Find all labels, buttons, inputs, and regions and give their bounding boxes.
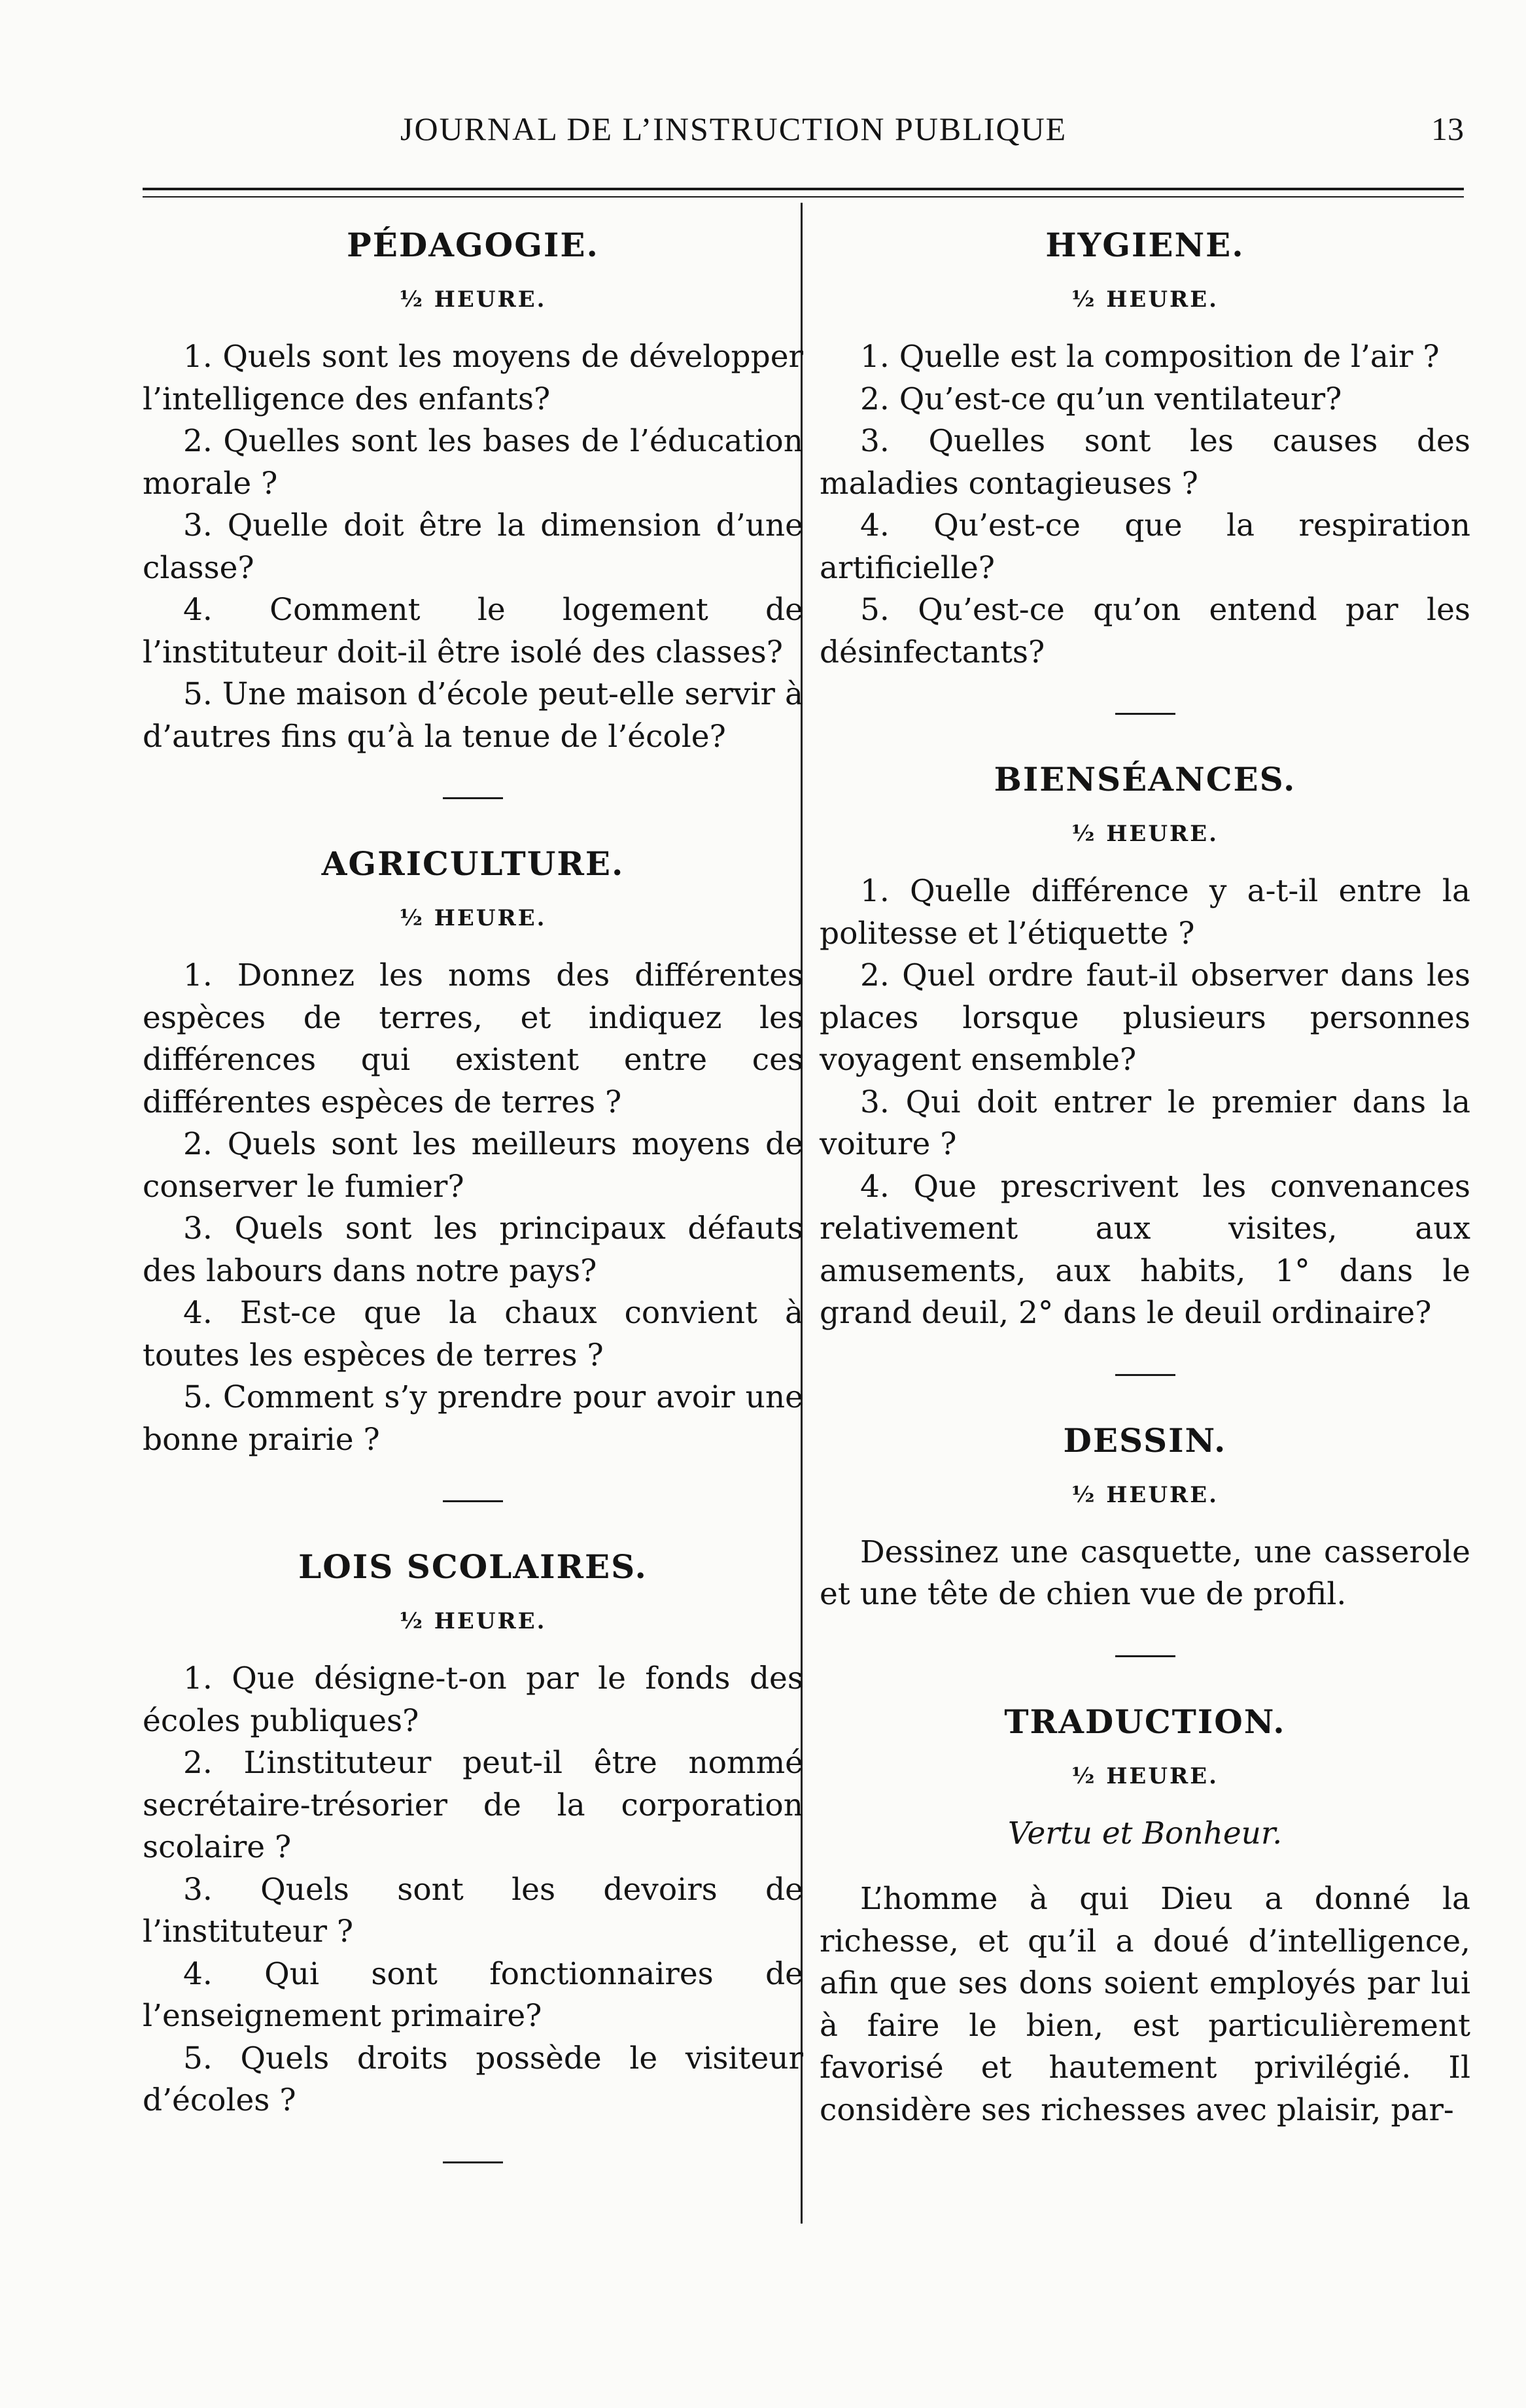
section-separator (443, 2161, 503, 2163)
question-list (143, 955, 803, 1461)
question-item: 3. Quels sont les devoirs de l’instituteur ? (143, 1871, 803, 1950)
question-item: 5. Quels droits possède le visiteur d’écoles ? (143, 2040, 803, 2118)
section-separator (1115, 713, 1175, 715)
page-header (0, 0, 1526, 190)
duration-label: ½ HEURE. (1071, 821, 1219, 847)
question-item: 5. Comment s’y prendre pour avoir une bonne prairie ? (143, 1379, 803, 1458)
question-item: 4. Qu’est-ce que la respiration artificielle? (820, 507, 1470, 586)
question-item: 2. Quelles sont les bases de l’éducation morale ? (143, 423, 803, 502)
question-item: 3. Qui doit entrer le premier dans la voiture ? (820, 1084, 1470, 1162)
section-traduction (820, 1699, 1470, 2132)
duration-label: ½ HEURE. (399, 286, 547, 313)
duration-label: ½ HEURE. (399, 905, 547, 931)
page-number: 13 (1431, 111, 1464, 147)
question-item: 3. Quels sont les principaux défauts des labours dans notre pays? (143, 1211, 803, 1289)
section-separator (1115, 1655, 1175, 1657)
question-item: 5. Qu’est-ce qu’on entend par les désinfectants? (820, 592, 1470, 670)
section-separator (443, 1500, 503, 1502)
duration-label: ½ HEURE. (1071, 1763, 1219, 1789)
section-agriculture (143, 841, 803, 1461)
section-bienseances (820, 757, 1470, 1335)
section-title: DESSIN. (1063, 1420, 1227, 1460)
question-item: 2. Quel ordre faut-il observer dans les places lorsque plusieurs personnes voyagent ensemble? (820, 957, 1470, 1078)
traduction-subtitle: Vertu et Bonheur. (1007, 1815, 1283, 1851)
section-title: AGRICULTURE. (321, 844, 625, 883)
question-item: 4. Est-ce que la chaux convient à toutes les espèces de terres ? (143, 1295, 803, 1373)
section-title: TRADUCTION. (1004, 1702, 1286, 1741)
question-item: 3. Quelle doit être la dimension d’une classe? (143, 507, 803, 586)
question-item: 5. Une maison d’école peut-elle servir à d’autres fins qu’à la tenue de l’école? (143, 676, 803, 755)
header-rule-thin (143, 196, 1464, 198)
question-item: 3. Quelles sont les causes des maladies contagieuses ? (820, 423, 1470, 502)
question-item: 1. Quelle est la composition de l’air ? (860, 339, 1440, 375)
section-title: HYGIENE. (1045, 226, 1245, 264)
section-title: PÉDAGOGIE. (347, 226, 599, 264)
traduction-text: L’homme à qui Dieu a donné la richesse, et qu’il a doué d’intelligence, afin que ses dons soient employés par lui à faire le bien, est particulièrement favorisé et hautement privilégié. Il considère ses richesses avec plaisir, par- (820, 1881, 1470, 2128)
duration-label: ½ HEURE. (1071, 286, 1219, 313)
section-hygiene (820, 222, 1470, 674)
duration-label: ½ HEURE. (399, 1608, 547, 1634)
section-dessin (820, 1418, 1470, 1616)
question-list (143, 336, 803, 758)
question-item: 1. Donnez les noms des différentes espèces de terres, et indiquez les différences qui existent entre ces différentes espèces de terres ? (143, 957, 803, 1120)
question-item: 4. Comment le logement de l’instituteur doit-il être isolé des classes? (143, 592, 803, 670)
right-column (820, 222, 1470, 2131)
question-item: 1. Quels sont les moyens de développer l’intelligence des enfants? (143, 339, 803, 417)
section-separator (443, 797, 503, 799)
question-item: 2. L’instituteur peut-il être nommé secrétaire-trésorier de la corporation scolaire ? (143, 1745, 803, 1865)
question-item: 4. Que prescrivent les convenances relativement aux visites, aux amusements, aux habits, 1° dans le grand deuil, 2° dans le deuil ordinaire? (820, 1168, 1470, 1331)
question-list (820, 336, 1470, 674)
section-separator (1115, 1374, 1175, 1376)
section-title: BIENSÉANCES. (994, 760, 1296, 799)
duration-label: ½ HEURE. (1071, 1481, 1219, 1508)
section-title: LOIS SCOLAIRES. (298, 1547, 648, 1586)
section-pedagogie (143, 222, 803, 758)
question-item: 2. Qu’est-ce qu’un ventilateur? (860, 381, 1342, 417)
question-list (143, 1658, 803, 2122)
section-lois-scolaires (143, 1544, 803, 2122)
dessin-instruction: Dessinez une casquette, une casserole et une tête de chien vue de profil. (820, 1534, 1470, 1612)
question-item: 2. Quels sont les meilleurs moyens de conserver le fumier? (143, 1126, 803, 1205)
left-column (143, 222, 803, 2205)
running-title: JOURNAL DE L’INSTRUCTION PUBLIQUE (400, 111, 1067, 147)
question-item: 4. Qui sont fonctionnaires de l’enseignement primaire? (143, 1955, 803, 2034)
question-item: 1. Que désigne-t-on par le fonds des écoles publiques? (143, 1660, 803, 1739)
question-item: 1. Quelle différence y a-t-il entre la politesse et l’étiquette ? (820, 873, 1470, 952)
header-rule-thick (143, 188, 1464, 190)
question-list (820, 870, 1470, 1335)
